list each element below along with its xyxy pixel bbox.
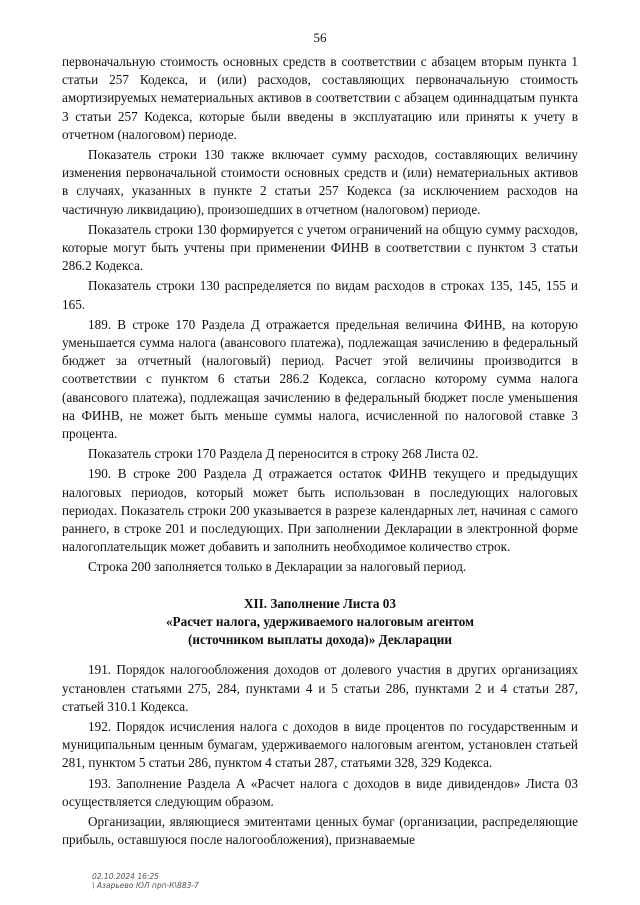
section-heading-line-3: (источником выплаты дохода)» Декларации (187, 632, 452, 648)
stamp-date: 02.10.2024 16:25 (92, 872, 159, 881)
paragraph: первоначальную стоимость основных средств в соответствии с абзацем вторым пункта 1 статьи 257 Кодекса, и (или) расходов, составляющих первоначальную стоимость амортизируемых нематериальных активов в соответствии с абзацем одиннадцатым пункта 3 статьи 257 Кодекса, которые были введены в эксплуатацию или приняты к учету в отчетном (налоговом) периоде. (62, 54, 578, 142)
paragraph-193: 193. Заполнение Раздела А «Расчет налога с доходов в виде дивидендов» Листа 03 осуществляется следующим образом. (62, 775, 578, 809)
paragraph: Показатель строки 130 распределяется по видам расходов в строках 135, 145, 155 и 165. (62, 278, 578, 312)
paragraph: Организации, являющиеся эмитентами ценных бумаг (организации, распределяющие прибыль, оставшуюся после налогообложения), признаваемые (62, 813, 578, 848)
paragraph-190: 190. В строке 200 Раздела Д отражается остаток ФИНВ текущего и предыдущих налоговых периодов, который может быть использован в последующих налоговых периодах. Показатель строки 200 указывается в разрезе календарных лет, начиная с самого раннего, в строке 201 и последующих. При заполнении Декларации в электронной форме налогоплательщик может добавить и заполнить необходимое количество строк. (62, 466, 578, 555)
section-heading-line-1: XII. Заполнение Листа 03 (244, 595, 396, 611)
paragraph: Строка 200 заполняется только в Декларации за налоговый период. (88, 559, 467, 575)
paragraph: Показатель строки 130 формируется с учетом ограничений на общую сумму расходов, которые могут быть учтены при применении ФИНВ в соответствии с пунктом 3 статьи 286.2 Кодекса. (62, 221, 578, 274)
paragraph: Показатель строки 130 также включает сумму расходов, составляющих величину изменения первоначальной стоимости основных средств и (или) нематериальных активов в случаях, указанных в пункте 2 статьи 257 Кодекса (за исключением расходов на частичную ликвидацию), произошедших в отчетном (налоговом) периоде. (62, 147, 578, 217)
section-heading-line-2: «Расчет налога, удерживаемого налоговым агентом (165, 613, 475, 629)
paragraph-189: 189. В строке 170 Раздела Д отражается предельная величина ФИНВ, на которую уменьшается сумма налога (авансового платежа), подлежащая зачислению в федеральный бюджет за отчетный (налоговый) период. Расчет этой величины производится в соответствии с пунктом 6 статьи 286.2 Кодекса, согласно которому сумма налога (авансового платежа), подлежащая зачислению в федеральный бюджет после уменьшения на ФИНВ, не может быть меньше суммы налога, исчисленной по налоговой ставке 3 процента. (62, 316, 578, 442)
page-number: 56 (313, 30, 327, 45)
paragraph-192: 192. Порядок исчисления налога с доходов в виде процентов по государственным и муниципальным ценным бумагам, удерживаемого налоговым агентом, установлен статьей 281, пунктом 5 статьи 286, пунктом 4 статьи 287, статьями 328, 329 Кодекса. (62, 718, 578, 771)
document-body (62, 53, 578, 849)
paragraph-191: 191. Порядок налогообложения доходов от долевого участия в других организациях установлен статьями 275, 284, пунктами 4 и 5 статьи 286, пунктами 2 и 4 статьи 287, статьей 310.1 Кодекса. (62, 662, 578, 714)
section-heading (62, 595, 578, 650)
stamp-code: \ Азарьево ЮЛ прп-К\883-7 (92, 881, 199, 890)
registration-stamp (92, 872, 199, 890)
paragraph: Показатель строки 170 Раздела Д переносится в строку 268 Листа 02. (88, 446, 479, 462)
